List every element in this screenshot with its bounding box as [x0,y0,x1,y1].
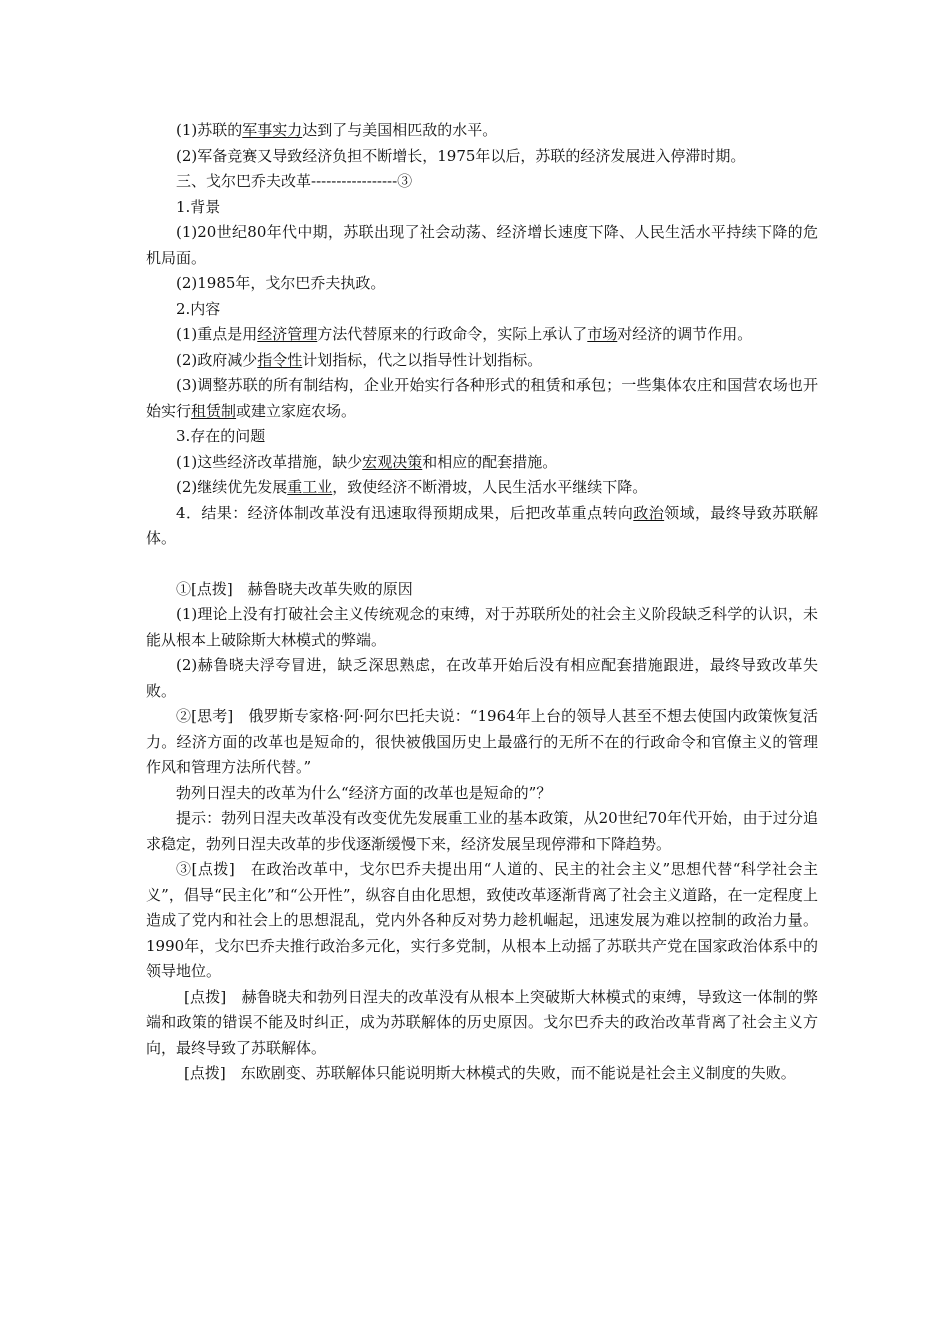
underlined-term: 宏观决策 [362,452,423,471]
underlined-term: 租赁制 [191,401,237,420]
subheading-problems: 3.存在的问题 [176,427,266,445]
underlined-term: 军事实力 [242,121,303,139]
underlined-term: 重工业 [287,478,333,496]
paragraph-background-1: (1)20世纪80年代中期，苏联出现了社会动荡、经济增长速度下降、人民生活水平持续下降的危机局面。 [146,223,818,267]
paragraph-problem-1: (1)这些经济改革措施，缺少宏观决策和相应的配套措施。 [176,452,558,471]
spacer [146,552,818,577]
note-1-paragraph-2: (2)赫鲁晓夫浮夸冒进，缺乏深思熟虑，在改革开始后没有相应配套措施跟进，最终导致改革失败。 [146,656,818,700]
subheading-background: 1.背景 [176,197,221,216]
paragraph-background-2: (2)1985年，戈尔巴乔夫执政。 [176,274,386,292]
underlined-term: 指令性 [257,350,303,369]
underlined-term: 经济管理 [257,325,318,343]
paragraph-content-3: (3)调整苏联的所有制结构，企业开始实行各种形式的租赁和承包；一些集体农庄和国营农场也开始实行租赁制或建立家庭农场。 [146,376,818,420]
paragraph-content-1: (1)重点是用经济管理方法代替原来的行政命令，实际上承认了市场对经济的调节作用。 [176,325,753,343]
paragraph-content-2: (2)政府减少指令性计划指标，代之以指导性计划指标。 [176,350,543,369]
paragraph-problem-2: (2)继续优先发展重工业，致使经济不断滑坡，人民生活水平继续下降。 [176,478,648,496]
document-page [146,118,818,1087]
subheading-content: 2.内容 [176,299,221,318]
note-1-paragraph-1: (1)理论上没有打破社会主义传统观念的束缚，对于苏联所处的社会主义阶段缺乏科学的认识，未能从根本上破除斯大林模式的弊端。 [146,605,818,649]
underlined-term: 市场 [587,325,618,343]
note-2-question: 勃列日涅夫的改革为什么“经济方面的改革也是短命的”？ [176,783,552,802]
note-3-paragraph: ③[点拨] 在政治改革中，戈尔巴乔夫提出用“人道的、民主的社会主义”思想代替“科学社会主义”，倡导“民主化”和“公开性”，纵容自由化思想，致使改革逐渐背离了社会主义道路，在一定程度上造成了党内和社会上的思想混乱，党内外各种反对势力趁机崛起，迅速发展为难以控制的政治力量。1990年，戈尔巴乔夫推行政治多元化，实行多党制，从根本上动摇了苏联共产党在国家政治体系中的领导地位。 [146,860,818,980]
paragraph-result: 4．结果：经济体制改革没有迅速取得预期成果，后把改革重点转向政治领域，最终导致苏联解体。 [146,503,818,547]
paragraph-military-strength: (1)苏联的军事实力达到了与美国相匹敌的水平。 [176,121,498,139]
note-2-answer: 提示：勃列日涅夫改革没有改变优先发展重工业的基本政策，从20世纪70年代开始，由于过分追求稳定，勃列日涅夫改革的步伐逐渐缓慢下来，经济发展呈现停滞和下降趋势。 [146,809,818,853]
underlined-term: 政治 [633,503,665,522]
note-5-paragraph: [点拨] 东欧剧变、苏联解体只能说明斯大林模式的失败，而不能说是社会主义制度的失败。 [184,1064,796,1082]
note-2-quote: ②[思考] 俄罗斯专家格·阿·阿尔巴托夫说：“1964年上台的领导人甚至不想去使国内政策恢复活力。经济方面的改革也是短命的，很快被俄国历史上最盛行的无所不在的行政命令和官僚主义的管理作风和管理方法所代替。” [146,707,818,776]
note-4-paragraph: [点拨] 赫鲁晓夫和勃列日涅夫的改革没有从根本上突破斯大林模式的束缚，导致这一体制的弊端和政策的错误不能及时纠正，成为苏联解体的历史原因。戈尔巴乔夫的政治改革背离了社会主义方向，最终导致了苏联解体。 [146,987,818,1057]
paragraph-arms-race: (2)军备竞赛又导致经济负担不断增长，1975年以后，苏联的经济发展进入停滞时期。 [176,146,746,165]
note-1-title: ①[点拨] 赫鲁晓夫改革失败的原因 [176,579,413,598]
section-title-gorbachev-reform: 三、戈尔巴乔夫改革-----------------③ [176,172,413,190]
